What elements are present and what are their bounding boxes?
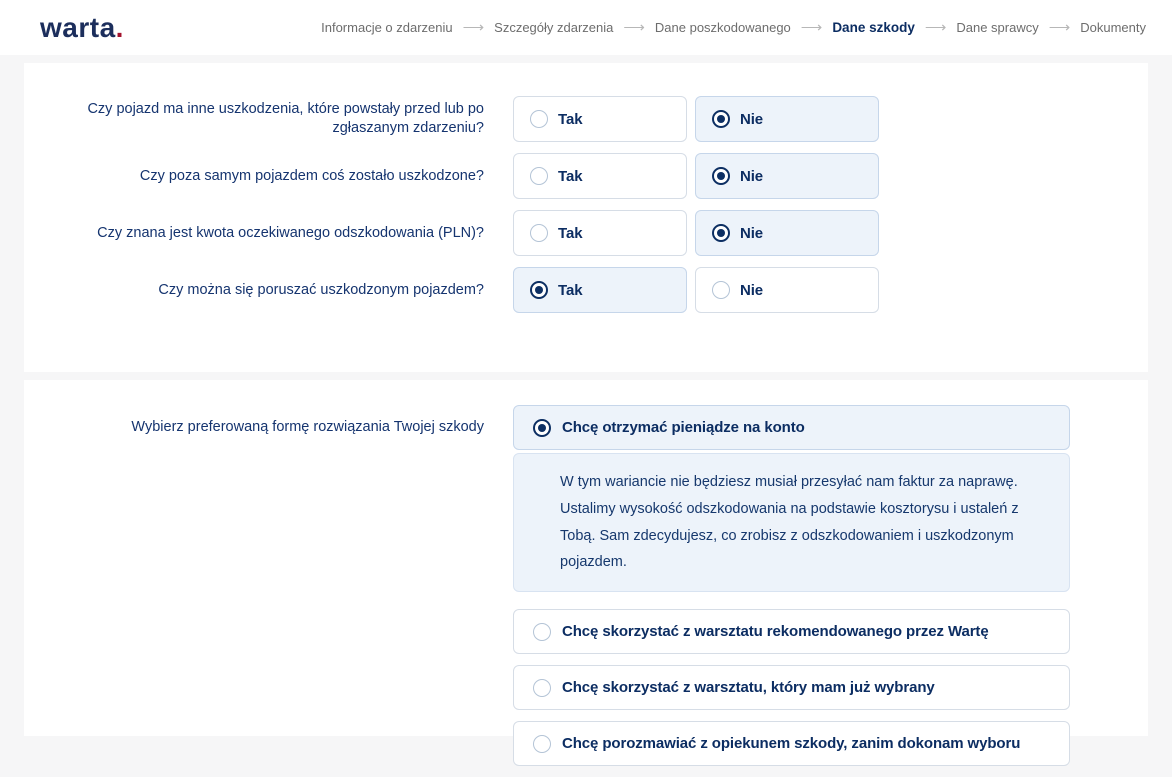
radio-icon bbox=[530, 167, 548, 185]
question-row-other-damage bbox=[24, 96, 1148, 142]
warta-logo bbox=[40, 11, 124, 43]
radio-icon bbox=[533, 735, 551, 753]
yes-no-choices bbox=[513, 210, 1148, 256]
step-informacje-o-zdarzeniu[interactable]: Informacje o zdarzeniu bbox=[321, 20, 453, 35]
step-dokumenty[interactable]: Dokumenty bbox=[1080, 20, 1146, 35]
option-recommended-workshop[interactable] bbox=[513, 609, 1070, 654]
question-label: Czy poza samym pojazdem coś zostało uszkodzone? bbox=[139, 167, 484, 184]
option-talk-to-adjuster[interactable] bbox=[513, 721, 1070, 766]
radio-icon bbox=[533, 623, 551, 641]
choice-label: Tak bbox=[558, 281, 583, 299]
question-label: Czy pojazd ma inne uszkodzenia, które powstały przed lub po zgłaszanym zdarzeniu? bbox=[87, 101, 484, 136]
radio-icon bbox=[533, 679, 551, 697]
option-description: W tym wariancie nie będziesz musiał przesyłać nam faktur za naprawę. Ustalimy wysokość odszkodowania na podstawie kosztorysu i ustaleń z Tobą. Sam zdecydujesz, co zrobisz z odszkodowaniem i uszkodzonym pojazdem. bbox=[513, 453, 1070, 592]
question-row-other-objects bbox=[24, 153, 1148, 199]
step-arrow-icon: ⟶ bbox=[462, 19, 485, 36]
logo-text: warta bbox=[40, 11, 116, 43]
yes-no-choices bbox=[513, 153, 1148, 199]
question-row-vehicle-drivable bbox=[24, 267, 1148, 313]
preference-card bbox=[24, 380, 1148, 753]
damage-questions-card bbox=[24, 63, 1148, 372]
step-arrow-icon: ⟶ bbox=[1048, 19, 1071, 36]
choice-label: Tak bbox=[558, 224, 583, 242]
radio-icon bbox=[530, 224, 548, 242]
radio-icon bbox=[712, 110, 730, 128]
option-own-workshop[interactable] bbox=[513, 665, 1070, 710]
preference-options bbox=[513, 405, 1070, 777]
choice-label: Tak bbox=[558, 110, 583, 128]
radio-icon bbox=[712, 224, 730, 242]
radio-option-nie[interactable] bbox=[695, 96, 879, 142]
radio-option-nie[interactable] bbox=[695, 210, 879, 256]
top-header bbox=[0, 0, 1172, 55]
step-szczegoly-zdarzenia[interactable]: Szczegóły zdarzenia bbox=[494, 20, 614, 35]
step-dane-sprawcy[interactable]: Dane sprawcy bbox=[956, 20, 1039, 35]
option-label: Chcę porozmawiać z opiekunem szkody, zanim dokonam wyboru bbox=[562, 735, 1021, 753]
choice-label: Nie bbox=[740, 167, 764, 185]
yes-no-choices bbox=[513, 267, 1148, 313]
radio-icon bbox=[530, 110, 548, 128]
radio-option-nie[interactable] bbox=[695, 153, 879, 199]
yes-no-choices bbox=[513, 96, 1148, 142]
stepper bbox=[321, 20, 1146, 35]
radio-option-tak[interactable] bbox=[513, 153, 687, 199]
question-label: Czy można się poruszać uszkodzonym pojazdem? bbox=[158, 281, 484, 298]
radio-option-nie[interactable] bbox=[695, 267, 879, 313]
choice-label: Nie bbox=[740, 224, 764, 242]
option-label: Chcę otrzymać pieniądze na konto bbox=[562, 419, 805, 436]
choice-label: Nie bbox=[740, 281, 764, 299]
option-money-to-account[interactable] bbox=[513, 405, 1070, 450]
choice-label: Tak bbox=[558, 167, 583, 185]
step-arrow-icon: ⟶ bbox=[924, 19, 947, 36]
radio-option-tak[interactable] bbox=[513, 210, 687, 256]
option-label: Chcę skorzystać z warsztatu, który mam już wybrany bbox=[562, 679, 935, 697]
radio-option-tak[interactable] bbox=[513, 267, 687, 313]
preference-label: Wybierz preferowaną formę rozwiązania Twojej szkody bbox=[131, 419, 484, 435]
question-row-expected-amount bbox=[24, 210, 1148, 256]
radio-icon bbox=[712, 281, 730, 299]
option-label: Chcę skorzystać z warsztatu rekomendowanego przez Wartę bbox=[562, 623, 989, 641]
question-label: Czy znana jest kwota oczekiwanego odszkodowania (PLN)? bbox=[97, 224, 484, 241]
preference-row bbox=[24, 405, 1148, 777]
step-arrow-icon: ⟶ bbox=[800, 19, 823, 36]
step-dane-szkody[interactable]: Dane szkody bbox=[832, 20, 915, 35]
step-arrow-icon: ⟶ bbox=[623, 19, 645, 36]
radio-icon bbox=[533, 419, 551, 437]
radio-icon bbox=[712, 167, 730, 185]
choice-label: Nie bbox=[740, 110, 764, 128]
step-dane-poszkodowanego[interactable]: Dane poszkodowanego bbox=[654, 20, 791, 35]
radio-option-tak[interactable] bbox=[513, 96, 687, 142]
radio-icon bbox=[530, 281, 548, 299]
logo-dot: . bbox=[115, 11, 124, 43]
